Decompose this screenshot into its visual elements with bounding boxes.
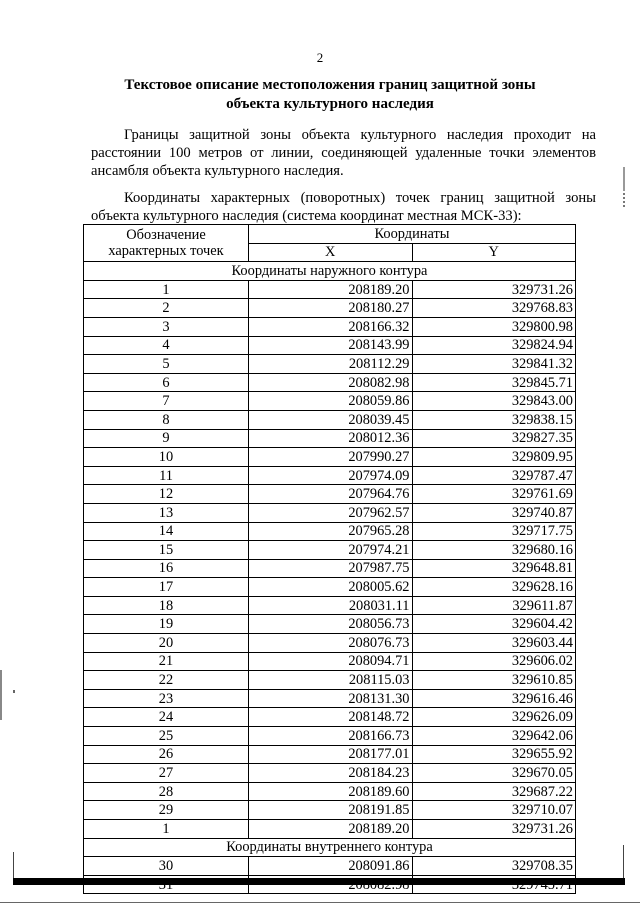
x-cell: 208115.03 (249, 671, 413, 690)
table-row (84, 355, 576, 374)
point-cell: 2 (84, 299, 249, 318)
point-cell: 28 (84, 782, 249, 801)
y-cell: 329761.69 (412, 485, 576, 504)
x-cell: 207974.21 (249, 541, 413, 560)
x-cell: 208082.98 (249, 373, 413, 392)
y-cell: 329606.02 (412, 652, 576, 671)
y-cell: 329616.46 (412, 689, 576, 708)
point-cell: 14 (84, 522, 249, 541)
y-cell: 329843.00 (412, 392, 576, 411)
header-y: Y (412, 243, 576, 262)
y-cell: 329824.94 (412, 336, 576, 355)
point-cell: 11 (84, 466, 249, 485)
point-cell: 22 (84, 671, 249, 690)
y-cell: 329845.71 (412, 373, 576, 392)
point-cell: 29 (84, 801, 249, 820)
y-cell: 329800.98 (412, 317, 576, 336)
y-cell: 329655.92 (412, 745, 576, 764)
table-row (84, 596, 576, 615)
table-row (84, 689, 576, 708)
y-cell: 329740.87 (412, 503, 576, 522)
table-intro-text: Координаты характерных (поворотных) точек границ защитной зоны объекта культурного наследия (система координат местная МСК-33): (91, 190, 596, 224)
table-row (84, 708, 576, 727)
point-cell: 25 (84, 727, 249, 746)
table-row (84, 727, 576, 746)
x-cell: 208091.86 (249, 857, 413, 876)
table-row (84, 671, 576, 690)
x-cell: 207962.57 (249, 503, 413, 522)
point-cell: 27 (84, 764, 249, 783)
page-number: 2 (316, 50, 324, 65)
table-row (84, 578, 576, 597)
y-cell: 329626.09 (412, 708, 576, 727)
table-row (84, 857, 576, 876)
scan-margin-dots (623, 193, 627, 207)
point-cell: 15 (84, 541, 249, 560)
table-row (84, 503, 576, 522)
table-row (84, 317, 576, 336)
x-cell: 208148.72 (249, 708, 413, 727)
y-cell: 329642.06 (412, 727, 576, 746)
table-row (84, 652, 576, 671)
y-cell: 329611.87 (412, 596, 576, 615)
x-cell: 208076.73 (249, 634, 413, 653)
table-row (84, 801, 576, 820)
y-cell: 329827.35 (412, 429, 576, 448)
table-header-row (84, 225, 576, 244)
x-cell: 208166.32 (249, 317, 413, 336)
table-row (84, 745, 576, 764)
y-cell: 329841.32 (412, 355, 576, 374)
y-cell: 329838.15 (412, 410, 576, 429)
point-cell: 7 (84, 392, 249, 411)
x-cell: 207974.09 (249, 466, 413, 485)
x-cell: 208056.73 (249, 615, 413, 634)
y-cell: 329648.81 (412, 559, 576, 578)
x-cell: 208131.30 (249, 689, 413, 708)
point-cell: 24 (84, 708, 249, 727)
scan-bottom-bar (13, 878, 625, 885)
point-cell: 20 (84, 634, 249, 653)
x-cell: 208177.01 (249, 745, 413, 764)
table-row (84, 466, 576, 485)
table-row (84, 336, 576, 355)
y-cell: 329731.26 (412, 280, 576, 299)
x-cell: 208189.20 (249, 280, 413, 299)
y-cell: 329670.05 (412, 764, 576, 783)
coordinates-table (83, 224, 576, 894)
table-row (84, 634, 576, 653)
table-body (84, 262, 576, 894)
y-cell: 329717.75 (412, 522, 576, 541)
x-cell: 208094.71 (249, 652, 413, 671)
table-row (84, 373, 576, 392)
y-cell: 329708.35 (412, 857, 576, 876)
title-line-2: объекта культурного наследия (226, 96, 434, 112)
table-row (84, 410, 576, 429)
scan-bottom-line (0, 902, 640, 903)
y-cell: 329809.95 (412, 448, 576, 467)
point-cell: 18 (84, 596, 249, 615)
point-cell: 26 (84, 745, 249, 764)
x-cell: 207987.75 (249, 559, 413, 578)
y-cell: 329603.44 (412, 634, 576, 653)
point-cell: 23 (84, 689, 249, 708)
point-cell: 10 (84, 448, 249, 467)
point-cell: 1 (84, 280, 249, 299)
y-cell: 329687.22 (412, 782, 576, 801)
x-cell: 208180.27 (249, 299, 413, 318)
section-row (84, 262, 576, 281)
table-row (84, 820, 576, 839)
boundary-description-paragraph (91, 126, 596, 180)
point-cell: 6 (84, 373, 249, 392)
point-cell: 4 (84, 336, 249, 355)
table-row (84, 448, 576, 467)
point-cell: 8 (84, 410, 249, 429)
x-cell: 208143.99 (249, 336, 413, 355)
point-cell: 3 (84, 317, 249, 336)
y-cell: 329731.26 (412, 820, 576, 839)
y-cell: 329710.07 (412, 801, 576, 820)
scan-margin-mark-left (0, 670, 2, 720)
table-row (84, 764, 576, 783)
y-cell: 329787.47 (412, 466, 576, 485)
x-cell: 208189.20 (249, 820, 413, 839)
x-cell: 208189.60 (249, 782, 413, 801)
y-cell: 329768.83 (412, 299, 576, 318)
x-cell: 208012.36 (249, 429, 413, 448)
x-cell: 207964.76 (249, 485, 413, 504)
header-coordinates: Координаты (249, 225, 576, 244)
y-cell: 329604.42 (412, 615, 576, 634)
x-cell: 208005.62 (249, 578, 413, 597)
x-cell: 208112.29 (249, 355, 413, 374)
table-row (84, 541, 576, 560)
section-row (84, 838, 576, 857)
table-row (84, 280, 576, 299)
y-cell: 329680.16 (412, 541, 576, 560)
scan-speck (13, 690, 15, 693)
table-row (84, 392, 576, 411)
document-title (60, 76, 600, 114)
point-cell: 19 (84, 615, 249, 634)
x-cell: 207990.27 (249, 448, 413, 467)
x-cell: 208039.45 (249, 410, 413, 429)
scan-margin-mark (623, 167, 625, 191)
section-label: Координаты внутреннего контура (84, 838, 576, 857)
x-cell: 208031.11 (249, 596, 413, 615)
table-row (84, 615, 576, 634)
x-cell: 208166.73 (249, 727, 413, 746)
table-row (84, 522, 576, 541)
y-cell: 329628.16 (412, 578, 576, 597)
point-cell: 17 (84, 578, 249, 597)
point-cell: 1 (84, 820, 249, 839)
x-cell: 208059.86 (249, 392, 413, 411)
point-cell: 21 (84, 652, 249, 671)
point-cell: 13 (84, 503, 249, 522)
header-x: X (249, 243, 413, 262)
x-cell: 208191.85 (249, 801, 413, 820)
y-cell: 329610.85 (412, 671, 576, 690)
table-row (84, 559, 576, 578)
table-row (84, 429, 576, 448)
point-cell: 16 (84, 559, 249, 578)
section-label: Координаты наружного контура (84, 262, 576, 281)
point-cell: 9 (84, 429, 249, 448)
x-cell: 207965.28 (249, 522, 413, 541)
boundary-description-text: Границы защитной зоны объекта культурного наследия проходит на расстоянии 100 метров от линии, соединяющей удаленные точки элементов ансамбля объекта культурного наследия. (91, 127, 596, 179)
point-cell: 5 (84, 355, 249, 374)
x-cell: 208184.23 (249, 764, 413, 783)
point-cell: 12 (84, 485, 249, 504)
title-line-1: Текстовое описание местоположения границ защитной зоны (124, 77, 536, 93)
header-point-designation: Обозначение характерных точек (84, 225, 249, 262)
table-row (84, 299, 576, 318)
table-intro-paragraph (91, 189, 596, 225)
point-cell: 30 (84, 857, 249, 876)
table-row (84, 782, 576, 801)
table-row (84, 485, 576, 504)
